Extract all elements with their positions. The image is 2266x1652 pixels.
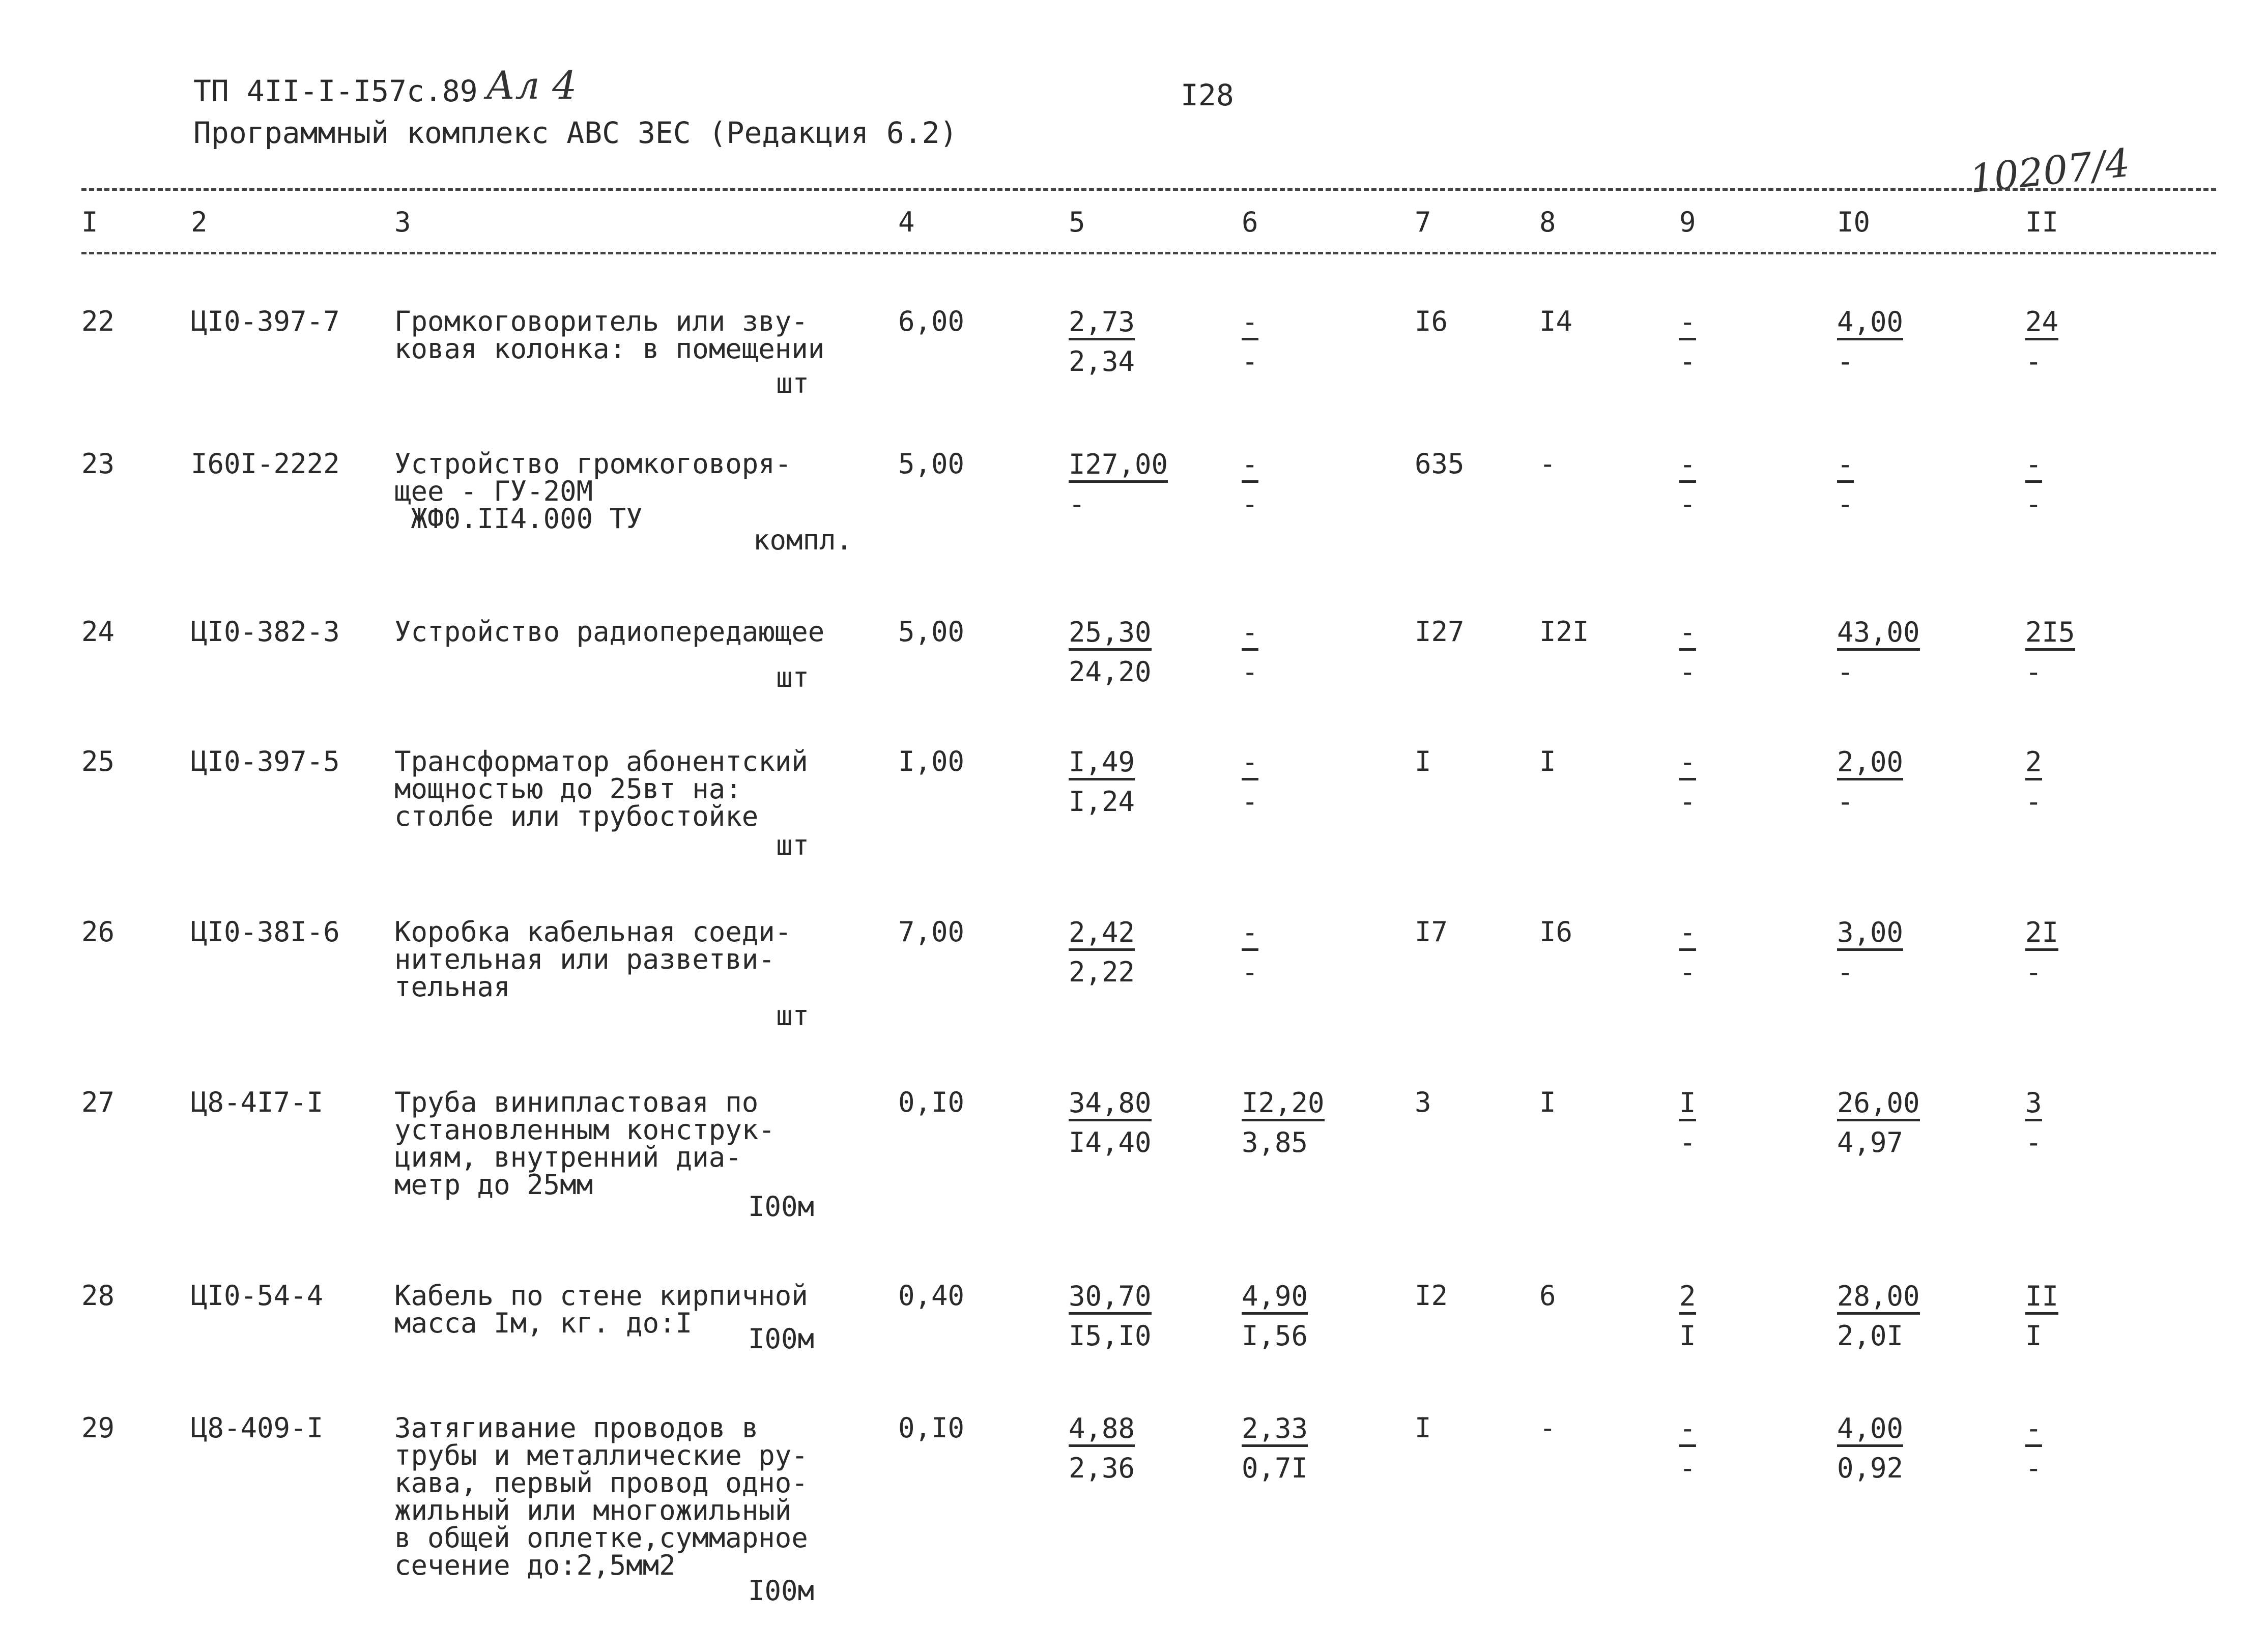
fraction-numerator: 2: [2025, 748, 2042, 780]
fraction-numerator: 30,70: [1069, 1282, 1152, 1315]
fraction-denominator: 2,0I: [1837, 1319, 1904, 1352]
fraction-denominator: -: [1679, 487, 1696, 520]
fraction-c9: [1679, 1414, 1696, 1483]
column-header-8: 8: [1539, 206, 1556, 238]
column-header-2: 2: [191, 206, 208, 238]
fraction-denominator: -: [1679, 345, 1696, 378]
fraction-c5: [1069, 1282, 1152, 1350]
unit-of-measure: шт: [776, 829, 810, 861]
description-line: масса Iм, кг. до:I: [394, 1307, 693, 1339]
fraction-c9: [1679, 308, 1696, 376]
fraction-numerator: 2,33: [1242, 1414, 1308, 1447]
fraction-c5: [1069, 1414, 1135, 1483]
item-description: [394, 618, 824, 646]
fraction-numerator: 4,88: [1069, 1414, 1135, 1447]
unit-of-measure: шт: [776, 1000, 810, 1032]
fraction-numerator: I2,20: [1242, 1089, 1325, 1121]
fraction-c9: [1679, 918, 1696, 987]
item-description: [394, 305, 825, 365]
fraction-denominator: -: [2025, 955, 2042, 988]
fraction-denominator: -: [1837, 345, 1854, 378]
fraction-c5: [1069, 1089, 1152, 1157]
fraction-c6: [1242, 1089, 1325, 1157]
description-line: ЖФ0.II4.000 ТУ: [394, 503, 643, 535]
quantity: 0,I0: [898, 1086, 965, 1118]
fraction-c6: [1242, 450, 1258, 518]
description-line: сечение до:2,5мм2: [394, 1549, 676, 1581]
fraction-c6: [1242, 1282, 1308, 1350]
fraction-c11: [2025, 918, 2058, 987]
fraction-c5: [1069, 308, 1135, 376]
fraction-numerator: II: [2025, 1282, 2058, 1315]
unit-of-measure: компл.: [753, 524, 853, 556]
description-line: нительная или разветви-: [394, 943, 775, 975]
fraction-denominator: -: [1837, 785, 1854, 818]
description-line: столбе или трубостойке: [394, 800, 759, 832]
fraction-denominator: I5,I0: [1069, 1319, 1152, 1352]
item-description: [394, 1282, 808, 1337]
doc-code: ТП 4II-I-I57с.89: [193, 74, 478, 108]
rate-code: ЦI0-397-7: [191, 305, 340, 337]
column-header-1: I: [81, 206, 98, 238]
rate-code: I60I-2222: [191, 448, 340, 480]
fraction-denominator: 2,22: [1069, 955, 1135, 988]
col8-value: I6: [1539, 916, 1573, 948]
description-line: жильный или многожильный: [394, 1494, 792, 1526]
fraction-numerator: -: [1679, 618, 1696, 651]
fraction-numerator: -: [2025, 1414, 2042, 1447]
fraction-denominator: -: [2025, 345, 2042, 378]
column-header-3: 3: [394, 206, 411, 238]
fraction-denominator: 4,97: [1837, 1126, 1904, 1158]
item-description: [394, 918, 791, 1001]
col8-value: -: [1539, 1412, 1556, 1444]
fraction-numerator: -: [1679, 1414, 1696, 1447]
fraction-c9: [1679, 618, 1696, 686]
fraction-c10: [1837, 748, 1903, 816]
rate-code: Ц8-4I7-I: [191, 1086, 324, 1118]
description-line: в общей оплетке,суммарное: [394, 1522, 808, 1554]
fraction-c5: [1069, 918, 1135, 987]
fraction-c11: [2025, 450, 2042, 518]
row-number: 22: [81, 305, 115, 337]
description-line: Затягивание проводов в: [394, 1412, 759, 1444]
quantity: 5,00: [898, 448, 965, 480]
fraction-c10: [1837, 618, 1920, 686]
fraction-c9: [1679, 748, 1696, 816]
quantity: 6,00: [898, 305, 965, 337]
fraction-c11: [2025, 1089, 2042, 1157]
fraction-numerator: 2I5: [2025, 618, 2075, 651]
fraction-denominator: -: [2025, 1126, 2042, 1158]
fraction-c6: [1242, 918, 1258, 987]
item-description: [394, 1086, 775, 1201]
col7-value: I27: [1415, 616, 1465, 648]
fraction-c10: [1837, 450, 1854, 518]
fraction-c10: [1837, 1089, 1920, 1157]
rate-code: ЦI0-382-3: [191, 616, 340, 648]
fraction-numerator: 2,42: [1069, 918, 1135, 951]
col7-value: I: [1415, 1412, 1431, 1444]
fraction-denominator: -: [1242, 655, 1258, 688]
fraction-numerator: I27,00: [1069, 450, 1168, 483]
fraction-denominator: -: [2025, 655, 2042, 688]
fraction-denominator: -: [1242, 487, 1258, 520]
description-line: Устройство радиопередающее: [394, 616, 825, 648]
fraction-denominator: I,56: [1242, 1319, 1308, 1352]
fraction-numerator: 25,30: [1069, 618, 1152, 651]
handwritten-ref: 10207/4: [1967, 139, 2132, 202]
description-line: щее - ГУ-20М: [394, 475, 593, 507]
row-number: 24: [81, 616, 115, 648]
column-header-9: 9: [1679, 206, 1696, 238]
row-number: 26: [81, 916, 115, 948]
fraction-c11: [2025, 1282, 2058, 1350]
description-line: Труба винипластовая по: [394, 1086, 759, 1118]
col8-value: -: [1539, 448, 1556, 480]
item-description: [394, 745, 808, 832]
fraction-numerator: 34,80: [1069, 1089, 1152, 1121]
fraction-denominator: -: [1837, 955, 1854, 988]
fraction-c5: [1069, 748, 1135, 816]
fraction-numerator: -: [1679, 748, 1696, 780]
fraction-c6: [1242, 308, 1258, 376]
fraction-c5: [1069, 618, 1152, 686]
fraction-numerator: 2: [1679, 1282, 1696, 1315]
program-title: Программный комплекс АВС ЗЕС (Редакция 6.2): [193, 115, 958, 150]
description-line: Коробка кабельная соеди-: [394, 916, 792, 948]
item-description: [394, 450, 791, 533]
fraction-denominator: 3,85: [1242, 1126, 1308, 1158]
description-line: тельная: [394, 971, 510, 1003]
fraction-denominator: -: [2025, 1452, 2042, 1484]
quantity: 0,I0: [898, 1412, 965, 1444]
description-line: Кабель по стене кирпичной: [394, 1280, 808, 1312]
fraction-denominator: I,24: [1069, 785, 1135, 818]
fraction-denominator: I: [2025, 1319, 2042, 1352]
fraction-denominator: 2,36: [1069, 1452, 1135, 1484]
rate-code: ЦI0-397-5: [191, 745, 340, 777]
col8-value: 6: [1539, 1280, 1556, 1312]
col8-value: I4: [1539, 305, 1573, 337]
fraction-c10: [1837, 918, 1903, 987]
fraction-denominator: 2,34: [1069, 345, 1135, 378]
column-header-11: II: [2025, 206, 2059, 238]
fraction-denominator: -: [1837, 487, 1854, 520]
fraction-denominator: -: [1242, 345, 1258, 378]
description-line: Устройство громкоговоря-: [394, 448, 792, 480]
rate-code: ЦI0-54-4: [191, 1280, 324, 1312]
fraction-c9: [1679, 1282, 1696, 1350]
fraction-c10: [1837, 1414, 1903, 1483]
fraction-denominator: 24,20: [1069, 655, 1152, 688]
item-description: [394, 1414, 808, 1579]
fraction-denominator: 0,92: [1837, 1452, 1904, 1484]
fraction-c11: [2025, 1414, 2042, 1483]
fraction-denominator: -: [1069, 487, 1085, 520]
quantity: 7,00: [898, 916, 965, 948]
fraction-denominator: -: [1679, 955, 1696, 988]
quantity: 0,40: [898, 1280, 965, 1312]
fraction-denominator: -: [1242, 785, 1258, 818]
col8-value: I: [1539, 745, 1556, 777]
fraction-denominator: -: [1679, 1126, 1696, 1158]
col7-value: I7: [1415, 916, 1448, 948]
fraction-numerator: 3: [2025, 1089, 2042, 1121]
rate-code: ЦI0-38I-6: [191, 916, 340, 948]
fraction-numerator: -: [1242, 618, 1258, 651]
fraction-denominator: I: [1679, 1319, 1696, 1352]
fraction-c11: [2025, 618, 2075, 686]
col7-value: 635: [1415, 448, 1465, 480]
handwritten-mark: Ал 4: [486, 63, 577, 108]
fraction-c10: [1837, 1282, 1920, 1350]
fraction-numerator: 3,00: [1837, 918, 1903, 951]
unit-of-measure: шт: [776, 367, 810, 399]
fraction-numerator: 4,00: [1837, 308, 1903, 340]
fraction-numerator: 2,00: [1837, 748, 1903, 780]
fraction-denominator: -: [1679, 655, 1696, 688]
fraction-c6: [1242, 618, 1258, 686]
description-line: метр до 25мм: [394, 1169, 593, 1201]
col7-value: I: [1415, 745, 1431, 777]
fraction-c9: [1679, 1089, 1696, 1157]
fraction-c9: [1679, 450, 1696, 518]
quantity: 5,00: [898, 616, 965, 648]
fraction-numerator: 43,00: [1837, 618, 1920, 651]
page-number: I28: [1181, 78, 1234, 112]
description-line: установленным конструк-: [394, 1114, 775, 1146]
fraction-c10: [1837, 308, 1903, 376]
column-header-6: 6: [1242, 206, 1258, 238]
unit-of-measure: шт: [776, 661, 810, 693]
fraction-numerator: 4,00: [1837, 1414, 1903, 1447]
fraction-denominator: I4,40: [1069, 1126, 1152, 1158]
fraction-denominator: 0,7I: [1242, 1452, 1308, 1484]
fraction-c5: [1069, 450, 1168, 518]
fraction-numerator: 2I: [2025, 918, 2058, 951]
fraction-numerator: 4,90: [1242, 1282, 1308, 1315]
row-number: 25: [81, 745, 115, 777]
col7-value: I2: [1415, 1280, 1448, 1312]
description-line: трубы и металлические ру-: [394, 1439, 808, 1471]
column-header-10: I0: [1837, 206, 1871, 238]
fraction-numerator: -: [1837, 450, 1854, 483]
fraction-numerator: -: [1679, 918, 1696, 951]
fraction-denominator: -: [1679, 785, 1696, 818]
fraction-numerator: 28,00: [1837, 1282, 1920, 1315]
fraction-numerator: -: [1242, 918, 1258, 951]
row-number: 23: [81, 448, 115, 480]
fraction-c11: [2025, 308, 2058, 376]
col7-value: I6: [1415, 305, 1448, 337]
fraction-denominator: -: [1679, 1452, 1696, 1484]
rate-code: Ц8-409-I: [191, 1412, 324, 1444]
column-header-4: 4: [898, 206, 915, 238]
description-line: циям, внутренний диа-: [394, 1141, 742, 1173]
unit-of-measure: I00м: [748, 1191, 815, 1223]
header-bottom-rule: [81, 252, 2216, 254]
fraction-numerator: -: [1679, 450, 1696, 483]
fraction-denominator: -: [1837, 655, 1854, 688]
col8-value: I2I: [1539, 616, 1589, 648]
fraction-numerator: -: [1242, 450, 1258, 483]
fraction-numerator: 26,00: [1837, 1089, 1920, 1121]
fraction-numerator: 24: [2025, 308, 2058, 340]
row-number: 27: [81, 1086, 115, 1118]
header-top-rule: [81, 188, 2216, 191]
unit-of-measure: I00м: [748, 1323, 815, 1355]
unit-of-measure: I00м: [748, 1575, 815, 1607]
fraction-c6: [1242, 748, 1258, 816]
description-line: Громкоговоритель или зву-: [394, 305, 808, 337]
fraction-numerator: 2,73: [1069, 308, 1135, 340]
fraction-c6: [1242, 1414, 1308, 1483]
fraction-numerator: -: [1242, 748, 1258, 780]
fraction-denominator: -: [1242, 955, 1258, 988]
fraction-numerator: I,49: [1069, 748, 1135, 780]
fraction-numerator: I: [1679, 1089, 1696, 1121]
quantity: I,00: [898, 745, 965, 777]
row-number: 29: [81, 1412, 115, 1444]
col7-value: 3: [1415, 1086, 1431, 1118]
fraction-numerator: -: [2025, 450, 2042, 483]
column-header-5: 5: [1069, 206, 1085, 238]
fraction-denominator: -: [2025, 487, 2042, 520]
description-line: мощностью до 25вт на:: [394, 773, 742, 805]
row-number: 28: [81, 1280, 115, 1312]
fraction-denominator: -: [2025, 785, 2042, 818]
description-line: кава, первый провод одно-: [394, 1467, 808, 1499]
description-line: Трансформатор абонентский: [394, 745, 808, 777]
col8-value: I: [1539, 1086, 1556, 1118]
fraction-c11: [2025, 748, 2042, 816]
description-line: ковая колонка: в помещении: [394, 333, 825, 365]
fraction-numerator: -: [1679, 308, 1696, 340]
fraction-numerator: -: [1242, 308, 1258, 340]
column-header-7: 7: [1415, 206, 1431, 238]
